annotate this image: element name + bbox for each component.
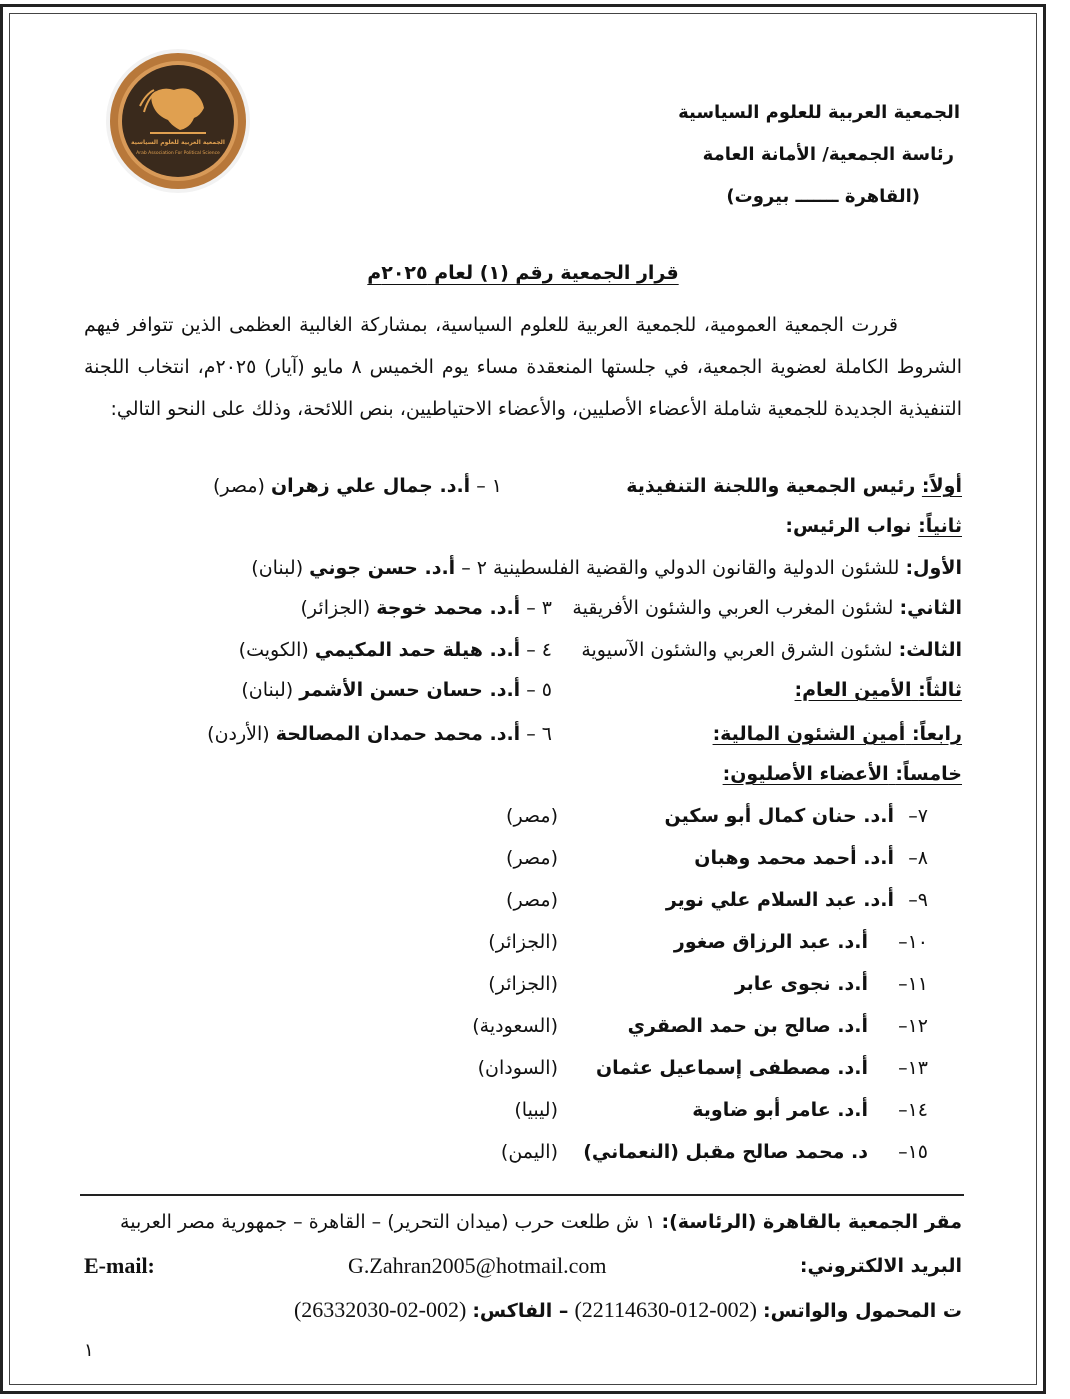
member-country: (السعودية) [472,1015,558,1037]
section-second-heading [785,506,962,546]
decision-title-text: قرار الجمعية رقم (١) لعام ٢٠٢٥م [367,262,679,284]
deputy-row-1 [84,548,962,588]
deputy-entry [301,588,552,628]
member-name: د. محمد صالح مقبل (النعماني) [583,1141,868,1163]
association-logo [100,46,256,196]
office-cities: (القاهرة ـــــــ بيروت) [726,186,920,207]
footer-address [84,1202,962,1242]
member-number: ١١– [898,973,928,995]
section-third [84,670,962,710]
email-label-ar: البريد الالكتروني: [799,1255,962,1277]
deputy-name: أ.د. هيلة حمد المكيمي [314,639,521,661]
treasurer-number: ٦ – [526,723,552,745]
deputy-entry [239,630,552,670]
deputy-number: ٤ – [526,639,552,661]
president-number: ١ – [476,475,502,497]
president-country: (مصر) [212,475,265,497]
treasurer-entry [207,714,552,754]
deputy-portfolio: للشئون الدولية والقانون الدولي والقضية الفلسطينية [493,557,900,579]
phone-line [294,1290,962,1331]
member-row [470,838,928,878]
member-name: أ.د. حنان كمال أبو سكين [664,805,894,827]
section-third-title: الأمين العام: [794,679,912,701]
member-number: ٩– [908,889,928,911]
member-number: ١٠– [898,931,928,953]
section-fourth-title: أمين الشئون المالية: [712,723,906,745]
hq-label: مقر الجمعية بالقاهرة (الرئاسة): [661,1211,962,1233]
section-third-heading [795,670,962,710]
deputy-portfolio: لشئون المغرب العربي والشئون الأفريقية [572,597,894,619]
treasurer-name: أ.د. محمد حمدان المصالحة [275,723,521,745]
member-name: أ.د. عبد الرزاق صغور [673,931,868,953]
deputy-number: ٢ – [461,557,487,579]
member-name: أ.د. أحمد محمد وهبان [694,847,894,869]
member-country: (الجزائر) [488,973,558,995]
section-fourth-heading [713,714,962,754]
member-row [470,922,928,962]
section-fourth-label: رابعاً: [911,723,962,745]
member-row [470,964,928,1004]
member-number: ١٢– [898,1015,928,1037]
member-row [470,1132,928,1172]
member-country: (مصر) [506,847,558,869]
secretary-country: (لبنان) [241,679,294,701]
section-fifth-title: الأعضاء الأصليون: [722,763,889,785]
section-first-heading [626,466,962,506]
member-row [470,880,928,920]
deputy-name: أ.د. حسن جوني [309,557,456,579]
president-name: أ.د. جمال علي زهران [270,475,471,497]
president-entry [213,466,502,506]
fax-label: – الفاكس: [472,1300,569,1322]
section-second-label: ثانياً: [918,515,962,537]
deputy-name: أ.د. محمد خوجة [376,597,521,619]
decision-title [0,262,1046,284]
member-name: أ.د. عبد السلام علي نوير [665,889,894,911]
member-country: (اليمن) [500,1141,558,1163]
section-first [84,466,962,506]
secretary-name: أ.د. حسان حسن الأشمر [299,679,521,701]
secretary-entry [241,670,552,710]
phone-number[interactable]: (002-012-22114630) [574,1297,757,1322]
deputy-role [572,588,962,628]
member-name: أ.د. نجوى عابر [734,973,868,995]
member-number: ٧– [908,805,928,827]
logo-emblem-icon [100,46,256,196]
deputy-role [251,548,962,588]
phone-label: ت المحمول والواتس: [762,1300,962,1322]
section-fifth-heading [723,754,962,794]
section-fourth [84,714,962,754]
member-row [470,1048,928,1088]
section-fifth [84,754,962,794]
section-second-title: نواب الرئيس: [785,515,912,537]
member-name: أ.د. مصطفى إسماعيل عثمان [595,1057,868,1079]
email-label-en: E-mail: [84,1253,155,1278]
section-first-label: أولاً: [921,475,962,497]
member-row [470,796,928,836]
member-name: أ.د. صالح بن حمد الصقري [627,1015,868,1037]
member-country: (ليبيا) [514,1099,558,1121]
member-country: (السودان) [477,1057,558,1079]
member-country: (مصر) [506,889,558,911]
hq-address: ١ ش طلعت حرب (ميدان التحرير) – القاهرة – جمهورية مصر العربية [120,1211,656,1233]
member-number: ٨– [908,847,928,869]
deputy-rank: الأول: [905,557,962,579]
footer-email [84,1246,962,1286]
member-row [470,1006,928,1046]
section-second [84,506,962,546]
footer-divider [80,1194,964,1196]
deputy-role [581,630,962,670]
fax-number[interactable]: (002-02-26332030) [293,1297,467,1322]
section-fifth-label: خامساً: [895,763,962,785]
secretary-number: ٥ – [526,679,552,701]
member-number: ١٣– [898,1057,928,1079]
email-link[interactable]: G.Zahran2005@hotmail.com [348,1253,607,1278]
deputy-row-3 [84,630,962,670]
logo-text-ar: الجمعية العربية للعلوم السياسية [131,139,225,146]
section-first-title: رئيس الجمعية واللجنة التنفيذية [626,475,916,497]
deputy-country: (الجزائر) [300,597,371,619]
member-row [470,1090,928,1130]
member-number: ١٤– [898,1099,928,1121]
deputy-row-2 [84,588,962,628]
member-country: (مصر) [506,805,558,827]
member-country: (الجزائر) [488,931,558,953]
deputy-country: (لبنان) [251,557,304,579]
decision-paragraph: قررت الجمعية العمومية، للجمعية العربية للعلوم السياسية، بمشاركة الغالبية العظمى الذين تتوافر فيهم الشروط الكاملة لعضوية الجمعية، في جلستها المنعقدة مساء يوم الخميس ٨ مايو (آيار) ٢٠٢٥م، انتخاب اللجنة التنفيذية الجديدة للجمعية شاملة الأعضاء الأصليين، والأعضاء الاحتياطيين، بنص اللائحة، وذلك على النحو التالي: [84,314,963,420]
member-name: أ.د. عامر أبو ضاوية [692,1099,868,1121]
deputy-rank: الثاني: [899,597,962,619]
deputy-country: (الكويت) [238,639,309,661]
deputy-portfolio: لشئون الشرق العربي والشئون الآسيوية [581,639,893,661]
treasurer-country: (الأردن) [207,723,270,745]
deputy-number: ٣ – [526,597,552,619]
page-number: ١ [84,1340,94,1361]
footer-address-line [120,1202,962,1242]
logo-text-en: Arab Association For Political Science [136,151,220,156]
org-name: الجمعية العربية للعلوم السياسية [678,102,960,123]
footer-phone [84,1290,962,1330]
office-name: رئاسة الجمعية/ الأمانة العامة [702,144,954,165]
deputy-rank: الثالث: [898,639,962,661]
section-third-label: ثالثاً: [918,679,962,701]
member-number: ١٥– [898,1141,928,1163]
